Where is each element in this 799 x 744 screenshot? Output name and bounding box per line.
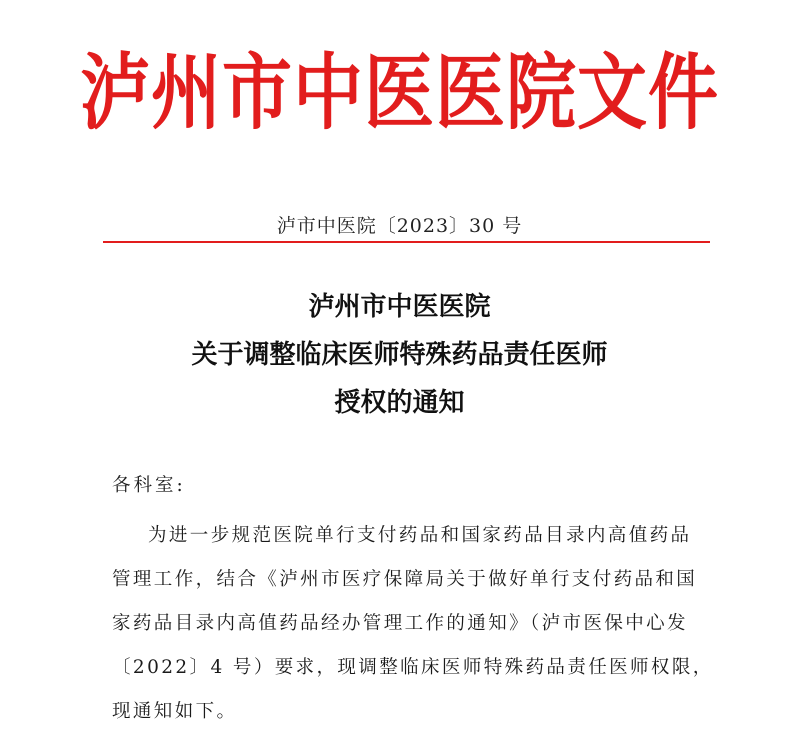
body-line: 现通知如下。 [112, 701, 238, 722]
red-header-title: 泸州市中医医院文件 [80, 44, 719, 142]
body-line: 家药品目录内高值药品经办管理工作的通知》（泸市医保中心发 [112, 613, 688, 634]
body-line: 为进一步规范医院单行支付药品和国家药品目录内高值药品 [148, 525, 692, 546]
notice-title-line-2: 关于调整临床医师特殊药品责任医师 [191, 340, 608, 370]
body-line: 〔2022〕4 号）要求，现调整临床医师特殊药品责任医师权限， [112, 657, 714, 678]
body-line: 管理工作，结合《泸州市医疗保障局关于做好单行支付药品和国 [112, 569, 698, 590]
notice-title-line-1: 泸州市中医医院 [308, 292, 491, 322]
red-divider-line [103, 241, 710, 243]
notice-title-line-3: 授权的通知 [334, 388, 465, 418]
salutation: 各科室: [112, 475, 186, 496]
document-number: 泸市中医院〔2023〕30 号 [276, 215, 523, 237]
